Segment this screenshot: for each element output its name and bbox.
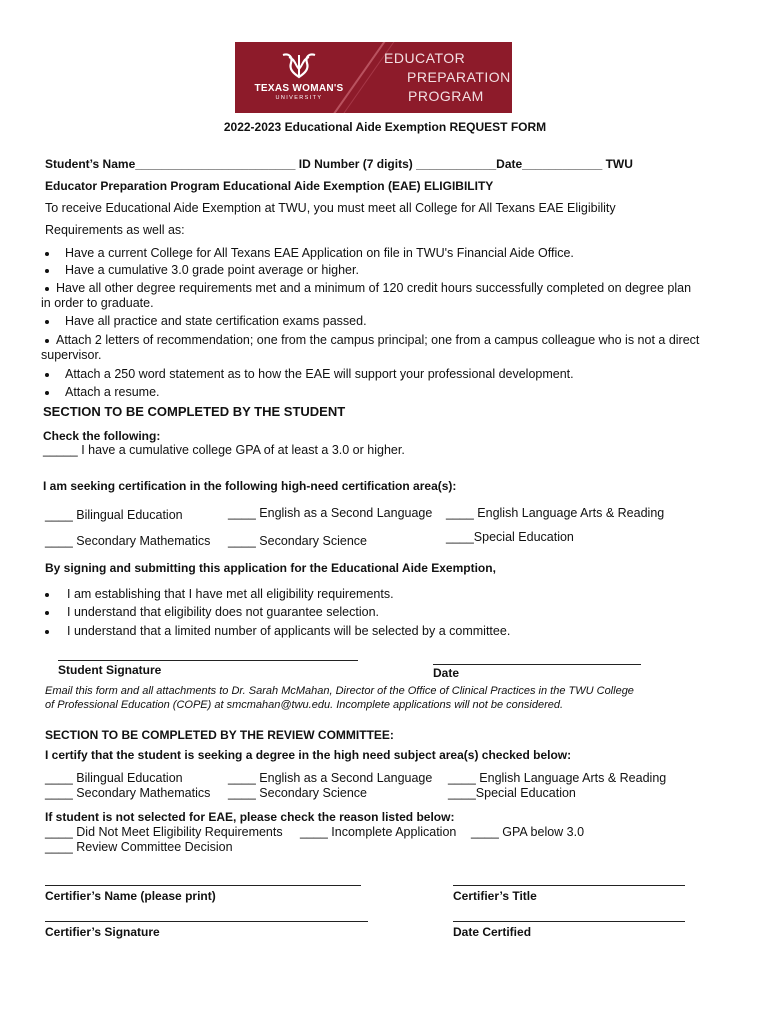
statement-item: I understand that a limited number of applicants will be selected by a committee. (45, 624, 510, 638)
gpa-checkbox-line[interactable]: _____ I have a cumulative college GPA of at least a 3.0 or higher. (43, 443, 405, 457)
certifier-name-label: Certifier’s Name (please print) (45, 889, 216, 903)
reason-gpa-below[interactable]: ____ GPA below 3.0 (471, 825, 585, 839)
requirement-item: Attach a resume. (45, 385, 160, 399)
bullet-icon (45, 611, 49, 615)
area-secondary-mathematics[interactable]: ____ Secondary Mathematics (45, 534, 211, 548)
bullet-icon (45, 373, 49, 377)
requirement-item: Have a cumulative 3.0 grade point average or higher. (45, 263, 359, 277)
certifier-title-field[interactable] (453, 885, 685, 886)
reason-incomplete-application[interactable]: ____ Incomplete Application (300, 825, 457, 839)
signing-heading: By signing and submitting this application for the Educational Aide Exemption, (45, 561, 496, 575)
bullet-icon (45, 287, 49, 291)
area-bilingual-education[interactable]: ____ Bilingual Education (45, 508, 183, 522)
check-following-label: Check the following: (43, 429, 161, 443)
reason-eligibility[interactable]: ____ Did Not Meet Eligibility Requirements (45, 825, 283, 839)
requirement-item: Attach a 250 word statement as to how the EAE will support your professional development. (45, 367, 574, 381)
date-certified-label: Date Certified (453, 925, 532, 939)
bullet-icon (45, 339, 49, 343)
area-english-second-language[interactable]: ____ English as a Second Language (228, 506, 433, 520)
certifier-signature-label: Certifier’s Signature (45, 925, 160, 939)
bullet-icon (45, 630, 49, 634)
statement-item: I am establishing that I have met all eligibility requirements. (45, 587, 394, 601)
certifier-name-field[interactable] (45, 885, 361, 886)
statement-item: I understand that eligibility does not guarantee selection. (45, 605, 379, 619)
committee-area-secondary-mathematics[interactable]: ____ Secondary Mathematics (45, 786, 211, 800)
committee-section-heading: SECTION TO BE COMPLETED BY THE REVIEW COMMITTEE: (45, 728, 394, 742)
bullet-icon (45, 269, 49, 273)
logo-university-subtitle: UNIVERSITY (275, 95, 323, 101)
logo-program-line3: PROGRAM (408, 88, 484, 104)
area-english-language-arts[interactable]: ____ English Language Arts & Reading (446, 506, 665, 520)
certifier-title-label: Certifier’s Title (453, 889, 537, 903)
bullet-icon (45, 252, 49, 256)
logo-divider (330, 42, 386, 113)
twu-epp-logo (235, 42, 512, 113)
requirement-item: Have a current College for All Texans EAE Application on file in TWU's Financial Aide Office. (45, 246, 574, 260)
committee-area-bilingual-education[interactable]: ____ Bilingual Education (45, 771, 183, 785)
requirement-item: Attach 2 letters of recommendation; one from the campus principal; one from a campus colleague who is not a direct (45, 333, 699, 347)
committee-area-english-language-arts[interactable]: ____ English Language Arts & Reading (448, 771, 667, 785)
certification-areas-heading: I am seeking certification in the following high-need certification area(s): (43, 479, 457, 493)
intro-text-line2: Requirements as well as: (45, 223, 185, 237)
bullet-icon (45, 593, 49, 597)
committee-certify-line: I certify that the student is seeking a degree in the high need subject area(s) checked below: (45, 748, 572, 762)
student-signature-label: Student Signature (58, 663, 162, 677)
logo-university-name: TEXAS WOMAN'S (254, 83, 344, 94)
intro-text-line1: To receive Educational Aide Exemption at TWU, you must meet all College for All Texans EAE Eligibility (45, 201, 616, 215)
bullet-icon (45, 320, 49, 324)
not-selected-heading: If student is not selected for EAE, please check the reason listed below: (45, 810, 455, 824)
date-certified-field[interactable] (453, 921, 685, 922)
email-instructions-line1: Email this form and all attachments to Dr. Sarah McMahan, Director of the Office of Clinical Practices in the TWU College (45, 685, 634, 697)
reason-committee-decision[interactable]: ____ Review Committee Decision (45, 840, 233, 854)
requirement-item: Have all practice and state certification exams passed. (45, 314, 367, 328)
area-special-education[interactable]: ____Special Education (446, 530, 574, 544)
email-instructions-line2: of Professional Education (COPE) at smcmahan@twu.edu. Incomplete applications will not be considered. (45, 699, 564, 711)
twu-emblem-icon (279, 51, 319, 81)
student-section-heading: SECTION TO BE COMPLETED BY THE STUDENT (43, 404, 346, 419)
student-date-label: Date (433, 666, 460, 680)
area-secondary-science[interactable]: ____ Secondary Science (228, 534, 367, 548)
bullet-icon (45, 391, 49, 395)
student-info-line[interactable]: Student’s Name________________________ ID Number (7 digits) ____________Date____________ TWU (45, 157, 633, 171)
requirement-item-continued: supervisor. (41, 348, 102, 362)
committee-area-secondary-science[interactable]: ____ Secondary Science (228, 786, 367, 800)
logo-program-line2: PREPARATION (407, 69, 511, 85)
eligibility-heading: Educator Preparation Program Educational Aide Exemption (EAE) ELIGIBILITY (45, 179, 494, 193)
requirement-item: Have all other degree requirements met and a minimum of 120 credit hours successfully completed on degree plan (45, 281, 691, 295)
certifier-signature-field[interactable] (45, 921, 368, 922)
logo-program-line1: EDUCATOR (384, 50, 466, 66)
committee-area-special-education[interactable]: ____Special Education (448, 786, 576, 800)
student-date-field[interactable] (433, 664, 641, 665)
student-signature-field[interactable] (58, 660, 358, 661)
form-title: 2022-2023 Educational Aide Exemption REQUEST FORM (223, 120, 547, 134)
requirement-item-continued: in order to graduate. (41, 296, 154, 310)
committee-area-english-second-language[interactable]: ____ English as a Second Language (228, 771, 433, 785)
